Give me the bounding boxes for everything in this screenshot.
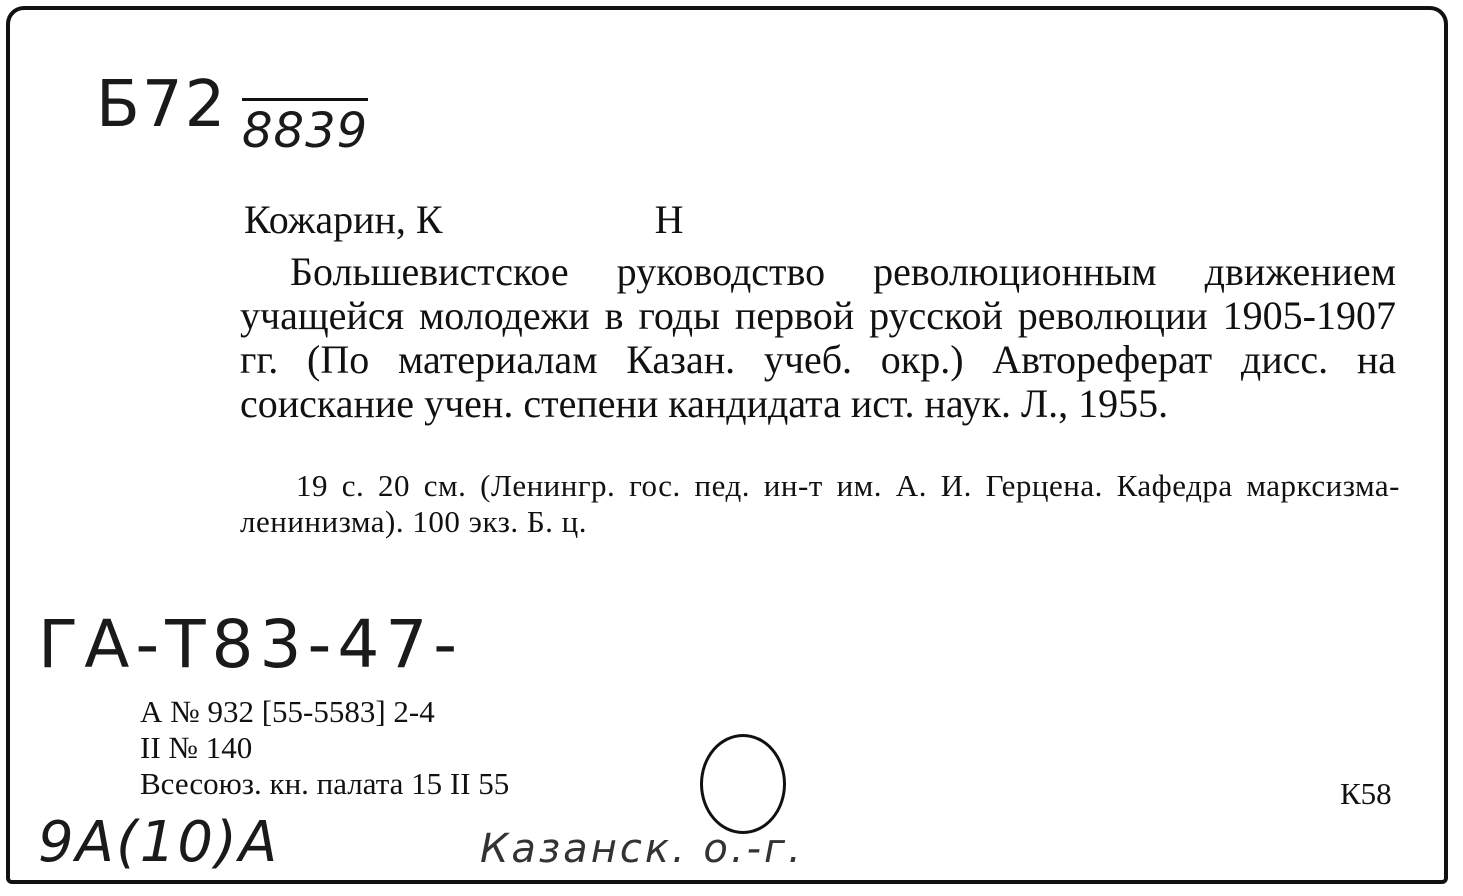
shelf-mark-main: Б72	[96, 68, 228, 142]
author-second-initial: Н	[654, 197, 684, 242]
punch-hole	[700, 734, 786, 834]
author-surname: Кожарин, К	[244, 197, 443, 242]
registration-line: А № 932 [55-5583] 2-4	[140, 694, 435, 729]
title-block: Большевистское руководство революционным движением учащейся молодежи в годы первой русской революции 1905-1907 гг. (По материалам Казан. учеб. окр.) Автореферат дисс. на соискание учен. степени кандидата ист. наук. Л., 1955.	[240, 249, 1396, 426]
registration-line: Всесоюз. кн. палата 15 II 55	[140, 766, 510, 801]
registration-line: II № 140	[140, 730, 253, 765]
place-handwritten: Казанск. о.-г.	[480, 826, 804, 872]
card-number: К58	[1340, 776, 1392, 811]
classification-handwritten: 9А(10)А	[38, 810, 280, 875]
shelf-mark-number: 8839	[242, 98, 368, 159]
registration-block	[140, 694, 509, 802]
author-heading	[244, 196, 683, 243]
catalog-code: ГА-Т83-47-	[38, 606, 464, 683]
catalog-card	[6, 6, 1448, 884]
physical-description: 19 с. 20 см. (Ленингр. гос. пед. ин-т им. А. И. Герцена. Кафедра марксизма-ленинизма). 100 экз. Б. ц.	[240, 468, 1400, 539]
